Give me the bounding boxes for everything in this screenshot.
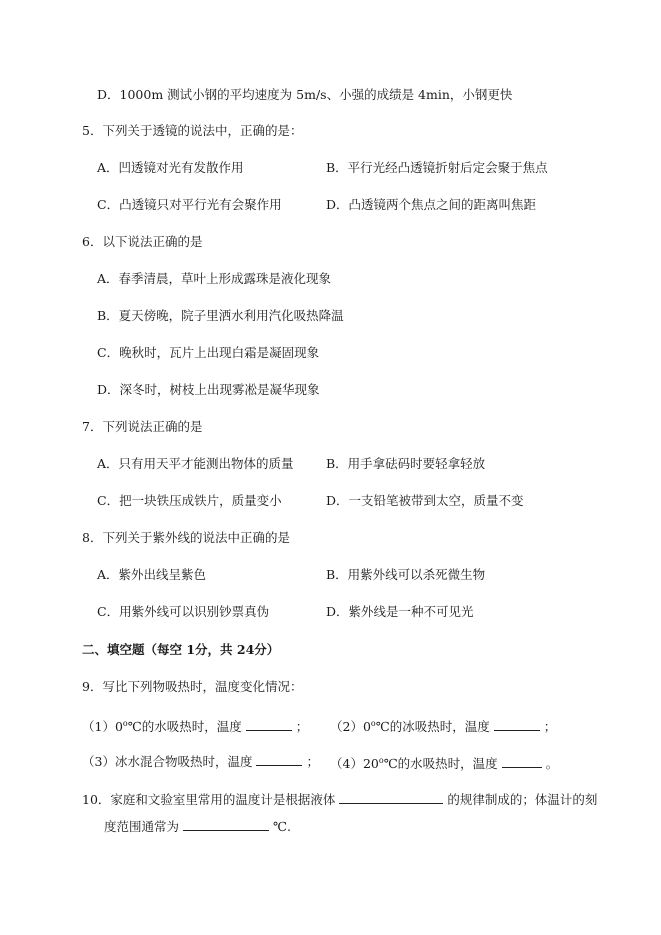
q9-part-1 bbox=[82, 716, 308, 735]
section-title-fill-in: 二、填空题（每空 1分，共 24分） bbox=[82, 642, 280, 657]
q8-option-d: D．紫外线是一种不可见光 bbox=[326, 604, 474, 619]
q6-option-c: C．晚秋时，瓦片上出现白霜是凝固现象 bbox=[97, 345, 320, 360]
q10-line-2-text-a: 度范围通常为 bbox=[104, 819, 180, 834]
q9-part-2-blank[interactable] bbox=[494, 718, 540, 731]
q4-option-d: D．1000m 测试小钢的平均速度为 5m/s、小强的成绩是 4min，小钢更快 bbox=[97, 87, 513, 102]
q8-option-c: C．用紫外线可以识别钞票真伪 bbox=[97, 604, 270, 619]
q9-part-3-end: ； bbox=[306, 754, 319, 769]
q5-stem: 5．下列关于透镜的说法中，正确的是： bbox=[82, 123, 303, 138]
q9-part-1-text: 的水吸热时，温度 bbox=[141, 719, 242, 734]
q9-part-1-prefix: （1）0 bbox=[82, 719, 123, 734]
q5-option-d: D．凸透镜两个焦点之间的距离叫焦距 bbox=[326, 197, 537, 212]
q9-part-2-end: ； bbox=[543, 719, 557, 734]
q9-part-1-unit: ℃ bbox=[127, 719, 142, 734]
q9-part-3-text: （3）冰水混合物吸热时，温度 bbox=[82, 754, 253, 769]
q9-stem: 9．写比下列物吸热时，温度变化情况： bbox=[82, 679, 303, 694]
q10-line-2-text-b: ℃. bbox=[272, 819, 291, 834]
q7-option-c: C．把一块铁压成铁片，质量变小 bbox=[97, 493, 282, 508]
q9-part-1-degree: o bbox=[122, 719, 128, 728]
q9-part-2 bbox=[330, 716, 556, 735]
q6-option-b: B．夏天傍晚，院子里洒水利用汽化吸热降温 bbox=[97, 308, 344, 323]
q6-option-d: D．深冬时，树枝上出现雾凇是凝华现象 bbox=[97, 382, 320, 397]
q6-stem: 6．以下说法正确的是 bbox=[82, 234, 203, 249]
q8-option-b: B．用紫外线可以杀死微生物 bbox=[326, 567, 486, 582]
q9-part-4-degree: o bbox=[378, 756, 384, 765]
q10-line-1-text-a: 10．家庭和文验室里常用的温度计是根据液体 bbox=[82, 792, 336, 807]
q9-part-4-text: 的水吸热时，温度 bbox=[397, 756, 498, 771]
q9-part-4 bbox=[330, 753, 558, 772]
q9-part-4-end: 。 bbox=[545, 756, 559, 771]
q9-part-1-blank[interactable] bbox=[246, 718, 292, 731]
q9-part-4-prefix: （4）20 bbox=[330, 756, 379, 771]
q10-line-2 bbox=[104, 818, 291, 835]
q8-stem: 8．下列关于紫外线的说法中正确的是 bbox=[82, 530, 290, 545]
q5-option-a: A．凹透镜对光有发散作用 bbox=[97, 160, 244, 175]
q9-part-1-end: ； bbox=[295, 719, 309, 734]
q9-part-2-text: 的冰吸热时，温度 bbox=[389, 719, 490, 734]
q7-option-b: B．用手拿砝码时要轻拿轻放 bbox=[326, 456, 486, 471]
q9-part-3-blank[interactable] bbox=[256, 753, 302, 766]
q5-option-b: B．平行光经凸透镜折射后定会聚于焦点 bbox=[326, 160, 548, 175]
q9-part-4-blank[interactable] bbox=[502, 755, 542, 768]
q9-part-2-degree: o bbox=[370, 719, 376, 728]
q7-option-d: D．一支铅笔被带到太空，质量不变 bbox=[326, 493, 524, 508]
q8-option-a: A．紫外出线呈紫色 bbox=[97, 567, 207, 582]
q7-stem: 7．下列说法正确的是 bbox=[82, 419, 203, 434]
q6-option-a: A．春季清晨，草叶上形成露珠是液化现象 bbox=[97, 271, 332, 286]
q9-part-4-unit: ℃ bbox=[383, 756, 398, 771]
q10-blank-1[interactable] bbox=[339, 791, 443, 804]
q10-line-1-text-b: 的规律制成的；体温计的刻 bbox=[447, 792, 598, 807]
q9-part-2-unit: ℃ bbox=[375, 719, 390, 734]
q10-blank-2[interactable] bbox=[183, 818, 269, 831]
q9-part-3 bbox=[82, 753, 319, 770]
q9-part-2-prefix: （2）0 bbox=[330, 719, 371, 734]
q10-line-1 bbox=[82, 791, 597, 808]
q7-option-a: A．只有用天平才能测出物体的质量 bbox=[97, 456, 294, 471]
q5-option-c: C．凸透镜只对平行光有会聚作用 bbox=[97, 197, 282, 212]
